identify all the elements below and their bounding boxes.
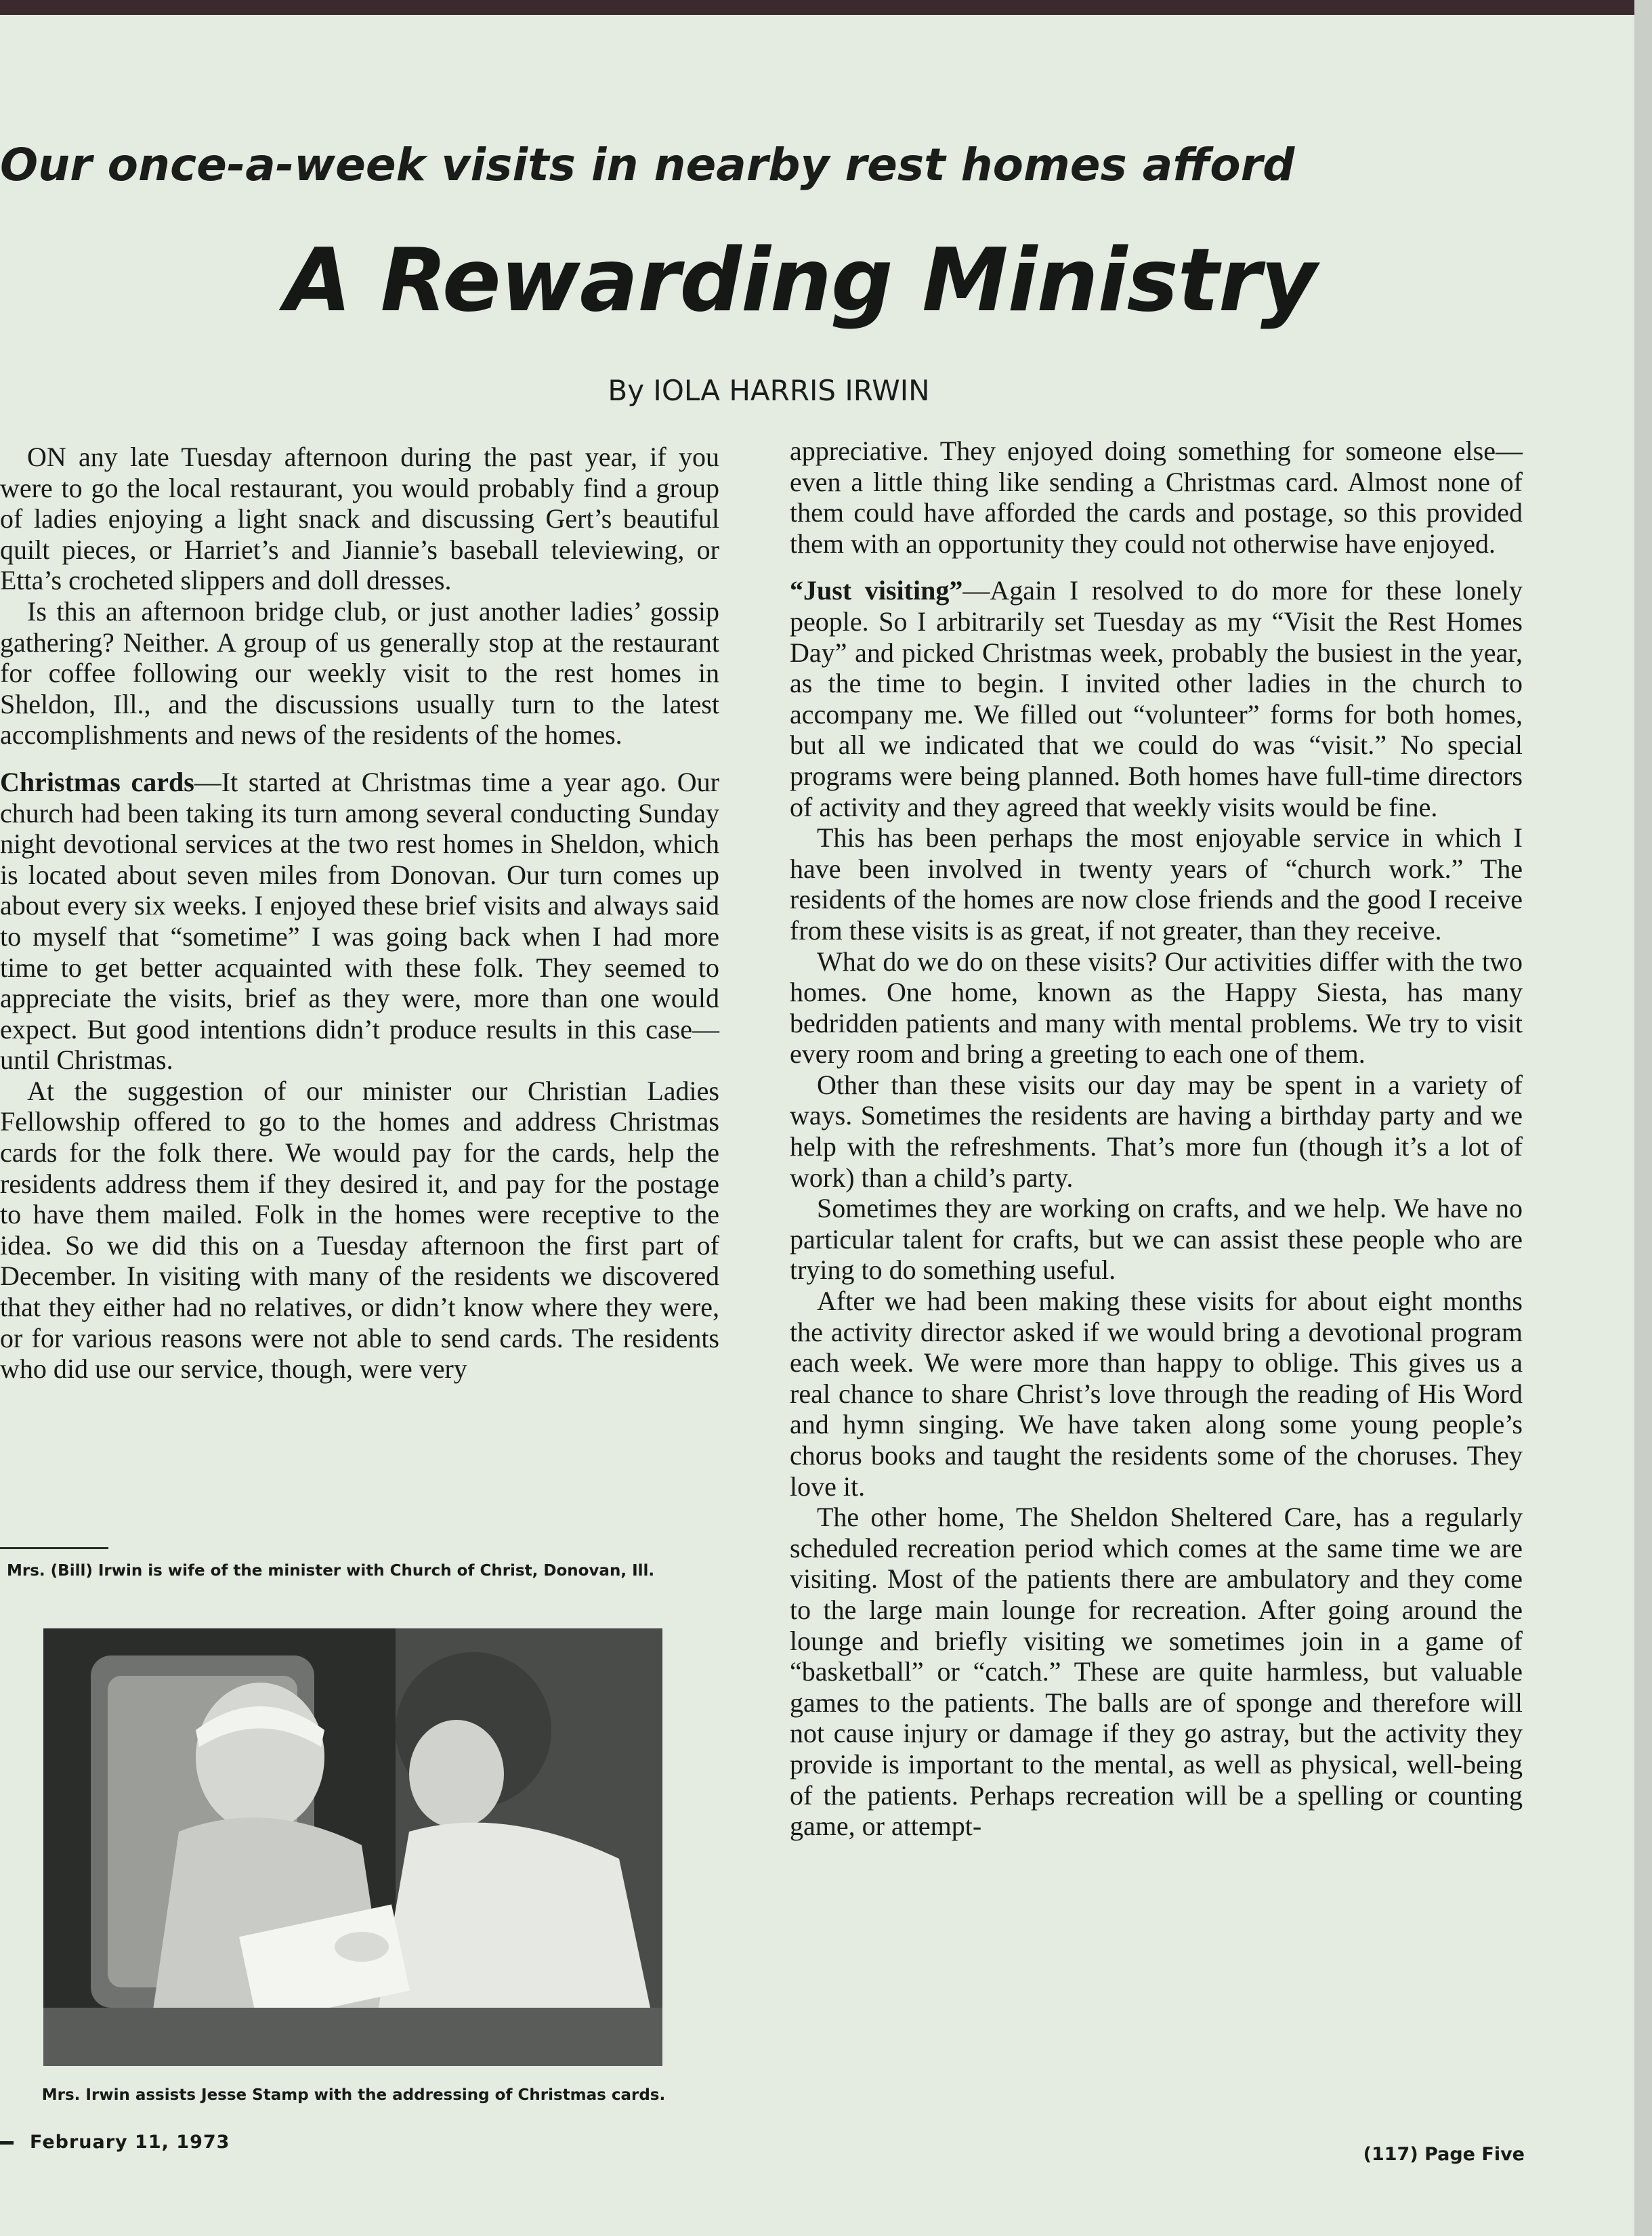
paragraph: What do we do on these visits? Our activities differ with the two homes. One home, known as the Happy Siesta, has many bedridden patients and many with mental problems. We try to visit every room and bring a greeting to each one of them.: [790, 946, 1523, 1070]
footer-dash: [0, 2141, 14, 2145]
scan-top-edge: [0, 0, 1652, 15]
right-column: [790, 436, 1523, 1842]
issue-date-text: February 11, 1973: [30, 2132, 230, 2153]
paragraph: appreciative. They enjoyed doing something for someone else—even a little thing like sending a Christmas card. Almost none of them could have afforded the cards and postage, so this provided them with an opportunity they could not otherwise have enjoyed.: [790, 436, 1523, 559]
paragraph: Other than these visits our day may be spent in a variety of ways. Sometimes the residents are having a birthday party and we help with the refreshments. That’s more fun (though it’s a lot of work) than a child’s party.: [790, 1069, 1523, 1193]
paragraph: Is this an afternoon bridge club, or just another ladies’ gossip gathering? Neither. A group of us generally stop at the restaurant for coffee following our weekly visit to the rest homes in Sheldon, Ill., and the discussions usually turn to the latest accomplishments and news of the residents of the homes.: [0, 595, 719, 751]
photo-illustration: [43, 1628, 662, 2066]
footnote-rule: [0, 1547, 108, 1549]
paragraph: [790, 575, 1523, 822]
page-number: (117) Page Five: [1363, 2144, 1525, 2165]
paragraph: ON any late Tuesday afternoon during the past year, if you were to go the local restaurant, you would probably find a group of ladies enjoying a light snack and discussing Gert’s beautiful quilt pieces, or Harriet’s and Jiannie’s baseball televiewing, or Etta’s crocheted slippers and doll dresses.: [0, 442, 719, 596]
paragraph: Sometimes they are working on crafts, and we help. We have no particular talent for crafts, but we can assist these people who are trying to do something useful.: [790, 1193, 1523, 1286]
photo-caption: Mrs. Irwin assists Jesse Stamp with the addressing of Christmas cards.: [41, 2086, 666, 2104]
photo-women-addressing-cards: [43, 1628, 662, 2066]
subhead-christmas-cards: Christmas cards: [0, 766, 194, 797]
paragraph: [0, 767, 719, 1076]
paragraph: This has been perhaps the most enjoyable service in which I have been involved in twenty years of “church work.” The residents of the homes are now close friends and the good I receive from these visits is as great, if not greater, than they receive.: [790, 822, 1523, 946]
paragraph-text: —Again I resolved to do more for these lonely people. So I arbitrarily set Tuesday as my “Visit the Rest Homes Day” and picked Christmas week, probably the busiest in the year, as the time to begin. I invited other ladies in the church to accompany me. We filled out “volunteer” forms for both homes, but all we indicated that we could do was “visit.” No special programs were being planned. Both homes have full-time directors of activity and they agreed that weekly visits would be fine.: [790, 575, 1523, 822]
issue-date: [0, 2132, 230, 2153]
article-byline: By IOLA HARRIS IRWIN: [608, 374, 930, 407]
paragraph-text: —It started at Christmas time a year ago. Our church had been taking its turn among several conducting Sunday night devotional services at the two rest homes in Sheldon, which is located about seven miles from Donovan. Our turn comes up about every six weeks. I enjoyed these brief visits and always said to myself that “sometime” I was going back when I had more time to get better acquainted with these folk. They seemed to appreciate the visits, brief as they were, more than one would expect. But good intentions didn’t produce results in this case—until Christmas.: [0, 766, 719, 1076]
paragraph: At the suggestion of our minister our Christian Ladies Fellowship offered to go to the homes and address Christmas cards for the folk there. We would pay for the cards, help the residents address them if they desired it, and pay for the postage to have them mailed. Folk in the homes were receptive to the idea. So we did this on a Tuesday afternoon the first part of December. In visiting with many of the residents we discovered that they either had no relatives, or didn’t know where they were, or for various reasons were not able to send cards. The residents who did use our service, though, were very: [0, 1075, 719, 1385]
paragraph: The other home, The Sheldon Sheltered Care, has a regularly scheduled recreation period which comes at the same time we are visiting. Most of the patients there are ambulatory and they come to the large main lounge for recreation. After going around the lounge and briefly visiting we sometimes join in a game of “basketball” or “catch.” These are quite harmless, but valuable games to the patients. The balls are of sponge and therefore will not cause injury or damage if they go astray, but the activity they provide is important to the mental, as well as physical, well-being of the patients. Perhaps recreation will be a spelling or counting game, or attempt-: [790, 1502, 1523, 1842]
paragraph: After we had been making these visits for about eight months the activity director asked if we would bring a devotional program each week. We were more than happy to oblige. This gives us a real chance to share Christ’s love through the reading of His Word and hymn singing. We have taken along some young people’s chorus books and taught the residents some of the choruses. They love it.: [790, 1286, 1523, 1502]
author-footnote: Mrs. (Bill) Irwin is wife of the minister with Church of Christ, Donovan, Ill.: [7, 1562, 655, 1580]
subhead-just-visiting: “Just visiting”: [790, 575, 963, 606]
article-title: A Rewarding Ministry: [284, 230, 1317, 331]
left-column: [0, 442, 719, 1385]
page-gutter-shadow: [1634, 0, 1652, 2236]
article-kicker: Our once-a-week visits in nearby rest homes afford: [0, 139, 1295, 191]
